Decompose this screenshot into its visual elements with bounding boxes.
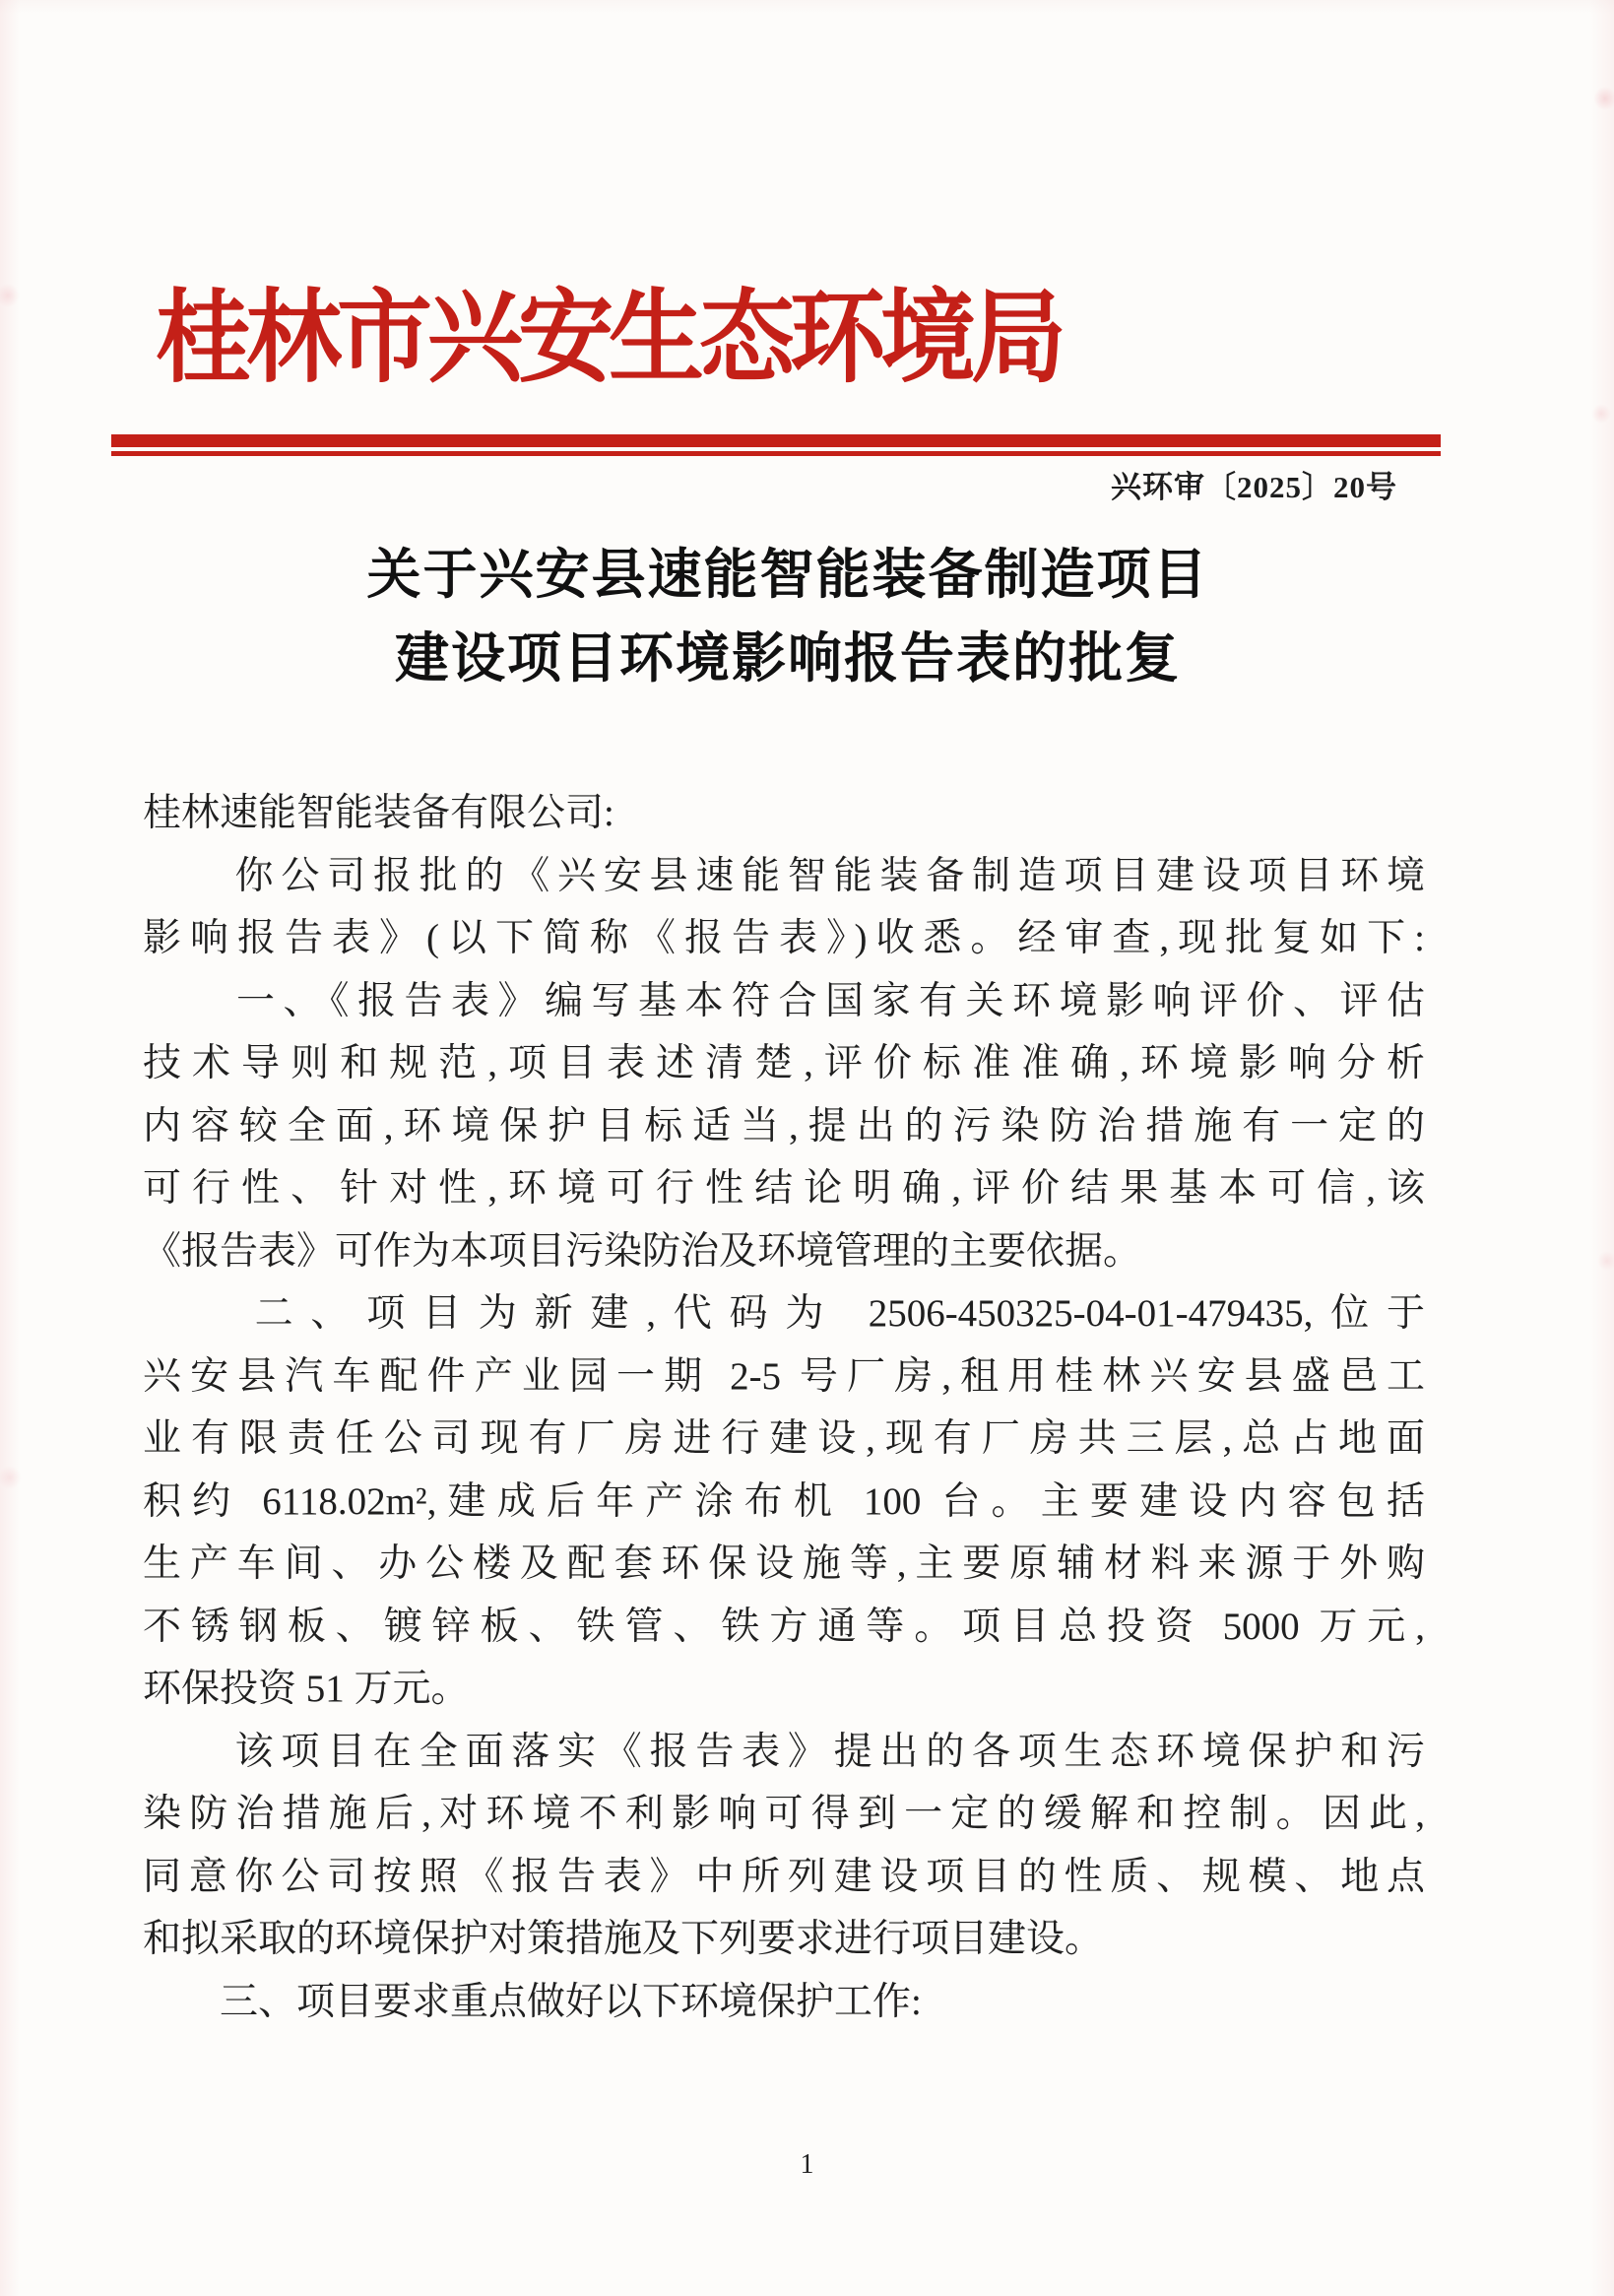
body-line: 同意你公司按照《报告表》中所列建设项目的性质、规模、地点 (143, 1855, 1425, 1898)
body-line: 一、《报告表》编写基本符合国家有关环境影响评价、评估 (143, 979, 1425, 1022)
body-line: 可行性、针对性,环境可行性结论明确,评价结果基本可信,该 (143, 1167, 1425, 1210)
body-line: 积约 6118.02m²,建成后年产涂布机 100 台。主要建设内容包括 (143, 1479, 1425, 1523)
red-divider-thin-line (111, 451, 1441, 456)
body-line: 二、项目为新建,代码为 2506-450325-04-01-479435,位于 (143, 1292, 1425, 1335)
red-divider-thick-line (111, 434, 1441, 447)
body-line: 兴安县汽车配件产业园一期 2-5 号厂房,租用桂林兴安县盛邑工 (143, 1354, 1425, 1398)
salutation-line: 桂林速能智能装备有限公司: (143, 792, 614, 834)
document-title (0, 533, 1576, 700)
body-line: 和拟采取的环境保护对策措施及下列要求进行项目建设。 (143, 1918, 1104, 1960)
body-line: 环保投资 51 万元。 (143, 1668, 470, 1710)
body-line: 内容较全面,环境保护目标适当,提出的污染防治措施有一定的 (143, 1104, 1425, 1148)
body-line: 染防治措施后,对环境不利影响可得到一定的缓解和控制。因此, (143, 1793, 1425, 1835)
body-line: 生产车间、办公楼及配套环保设施等,主要原辅材料来源于外购 (143, 1542, 1425, 1585)
body-line: 你公司报批的《兴安县速能智能装备制造项目建设项目环境 (143, 854, 1425, 897)
body-line: 三、项目要求重点做好以下环境保护工作: (143, 1980, 922, 2023)
page-number: 1 (800, 2149, 814, 2180)
body-line: 《报告表》可作为本项目污染防治及环境管理的主要依据。 (143, 1229, 1142, 1273)
title-line-1: 关于兴安县速能智能装备制造项目 (366, 545, 1209, 605)
document-body (143, 782, 1425, 2033)
document-number: 兴环审〔2025〕20号 (1111, 470, 1397, 504)
red-divider (111, 434, 1441, 456)
body-line: 该项目在全面落实《报告表》提出的各项生态环境保护和污 (143, 1730, 1425, 1773)
body-line: 不锈钢板、镀锌板、铁管、铁方通等。项目总投资 5000 万元, (143, 1605, 1425, 1648)
title-line-2: 建设项目环境影响报告表的批复 (394, 628, 1181, 689)
agency-header: 桂林市兴安生态环境局 (156, 283, 1062, 395)
body-line: 技术导则和规范,项目表述清楚,评价标准准确,环境影响分析 (143, 1042, 1425, 1084)
body-line: 业有限责任公司现有厂房进行建设,现有厂房共三层,总占地面 (143, 1417, 1425, 1460)
body-line: 影响报告表》(以下简称《报告表》)收悉。经审查,现批复如下: (143, 917, 1425, 959)
